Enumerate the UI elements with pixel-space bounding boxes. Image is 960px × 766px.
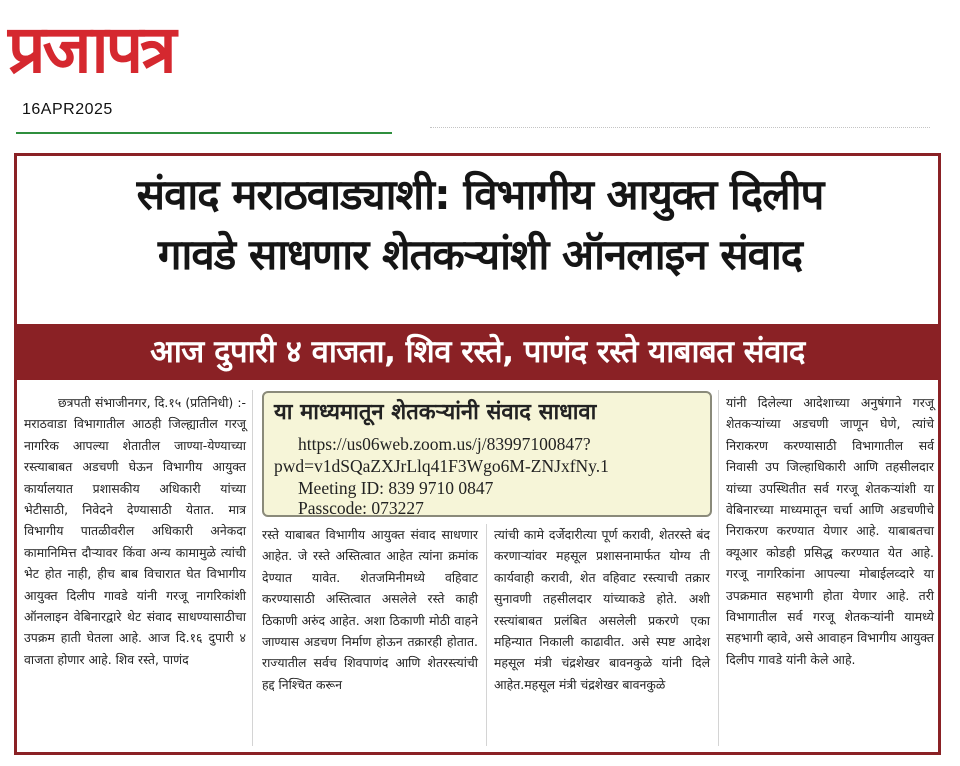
zoom-info-box xyxy=(262,391,712,517)
masthead-rule xyxy=(16,132,392,134)
meeting-url-line-1: https://us06web.zoom.us/j/83997100847? xyxy=(298,434,591,454)
column-divider xyxy=(718,390,719,746)
article-subhead: आज दुपारी ४ वाजता, शिव रस्ते, पाणंद रस्ते याबाबत संवाद xyxy=(14,324,941,380)
masthead-logo: प्रजापत्र xyxy=(8,11,174,88)
info-box-title: या माध्यमातून शेतकऱ्यांनी संवाद साधावा xyxy=(274,400,597,425)
headline-line-1: संवाद मराठवाड्याशी: विभागीय आयुक्त दिलीप xyxy=(136,170,824,219)
meeting-url-line-2: pwd=v1dSQaZXJrLlq41F3Wgo6M-ZNJxfNy.1 xyxy=(274,456,609,476)
column-4-text: यांनी दिलेल्या आदेशाच्या अनुषंगाने गरजू शेतकऱ्यांच्या अडचणी जाणून घेणे, त्यांचे निराकरण करण्यासाठी विभागातील सर्व निवासी उप जिल्हाधिकारी आणि तहसीलदार यांच्या उपस्थितीत सर्व गरजू शेतकऱ्यांशी या वेबिनारच्या माध्यमातून चर्चा आणि अडचणीचे निराकरण करण्यात येणार आहे. याबाबतचा क्यूआर कोडही प्रसिद्ध करण्यात येत आहे. गरजू नागरिकांना आपल्या मोबाईलव्दारे या उपक्रमात सहभागी होता येणार आहे. तरी विभागातील सर्व गरजू शेतकऱ्यांनी यामध्ये सहभागी व्हावे, असे आवाहन विभागीय आयुक्त दिलीप गावडे यांनी केले आहे. xyxy=(726,395,934,667)
column-3-text: त्यांची कामे दर्जेदारीत्या पूर्ण करावी, शेतरस्ते बंद करणाऱ्यांवर महसूल प्रशासनामार्फत योग्य ती कार्यवाही करावी, शेत वहिवाट रस्त्याची तक्रार सुनावणी तहसीलदार यांच्याकडे होते. अशी रस्त्यांबाबत प्रलंबित असलेली प्रकरणे एका महिन्यात निकाली काढावीत. असे स्पष्ट आदेश महसूल मंत्री चंद्रशेखर बावनकुळे यांनी दिले आहेत.महसूल मंत्री चंद्रशेखर बावनकुळे xyxy=(494,527,710,692)
dotted-rule xyxy=(430,127,930,134)
publication-date: 16APR2025 xyxy=(22,101,113,118)
article-column-1 xyxy=(24,392,246,670)
column-divider xyxy=(252,390,253,746)
article-column-4 xyxy=(726,392,934,670)
column-1-text: छत्रपती संभाजीनगर, दि.१५ (प्रतिनिधी) :- मराठवाडा विभागातील आठही जिल्ह्यातील गरजू नागरिक आपल्या शेतातील जाण्या-येण्याच्या रस्त्याबाबत अडचणी घेऊन विभागीय आयुक्त कार्यालयात प्रशासकीय अधिकारी यांच्या भेटीसाठी, निवेदने देण्यासाठी येतात. मात्र विभागीय पातळीवरील अधिकारी अनेकदा कामानिमित्त दौऱ्यावर किंवा अन्य कामामुळे त्यांची भेट होत नाही, हीच बाब विचारात घेत विभागीय आयुक्त दिलीप गावडे यांनी गरजू नागरिकांशी ऑनलाइन वेबिनारद्वारे थेट संवाद साधण्यासाठीचा उपक्रम हाती घेतला आहे. आज दि.१६ दुपारी ४ वाजता होणार आहे. शिव रस्ते, पाणंद xyxy=(24,395,246,667)
headline-line-2: गावडे साधणार शेतकऱ्यांशी ऑनलाइन संवाद xyxy=(157,230,803,279)
article-headline xyxy=(20,165,940,285)
meeting-passcode: Passcode: 073227 xyxy=(298,498,424,517)
article-column-2 xyxy=(262,524,478,695)
meeting-id: Meeting ID: 839 9710 0847 xyxy=(298,478,494,498)
column-divider xyxy=(486,524,487,746)
article-column-3 xyxy=(494,524,710,695)
column-2-text: रस्ते याबाबत विभागीय आयुक्त संवाद साधणार आहेत. जे रस्ते अस्तित्वात आहेत त्यांना क्रमांक देण्यात यावेत. शेतजमिनीमध्ये वहिवाट करण्यासाठी अस्तित्वात असलेले रस्ते काही ठिकाणी अरुंद आहेत. अशा ठिकाणी मोठी वाहने जाण्यास अडचण निर्माण होऊन तक्रारही होतात. राज्यातील सर्वच शिवपाणंद आणि शेतरस्त्यांची हद्द निश्चित करून xyxy=(262,527,478,692)
